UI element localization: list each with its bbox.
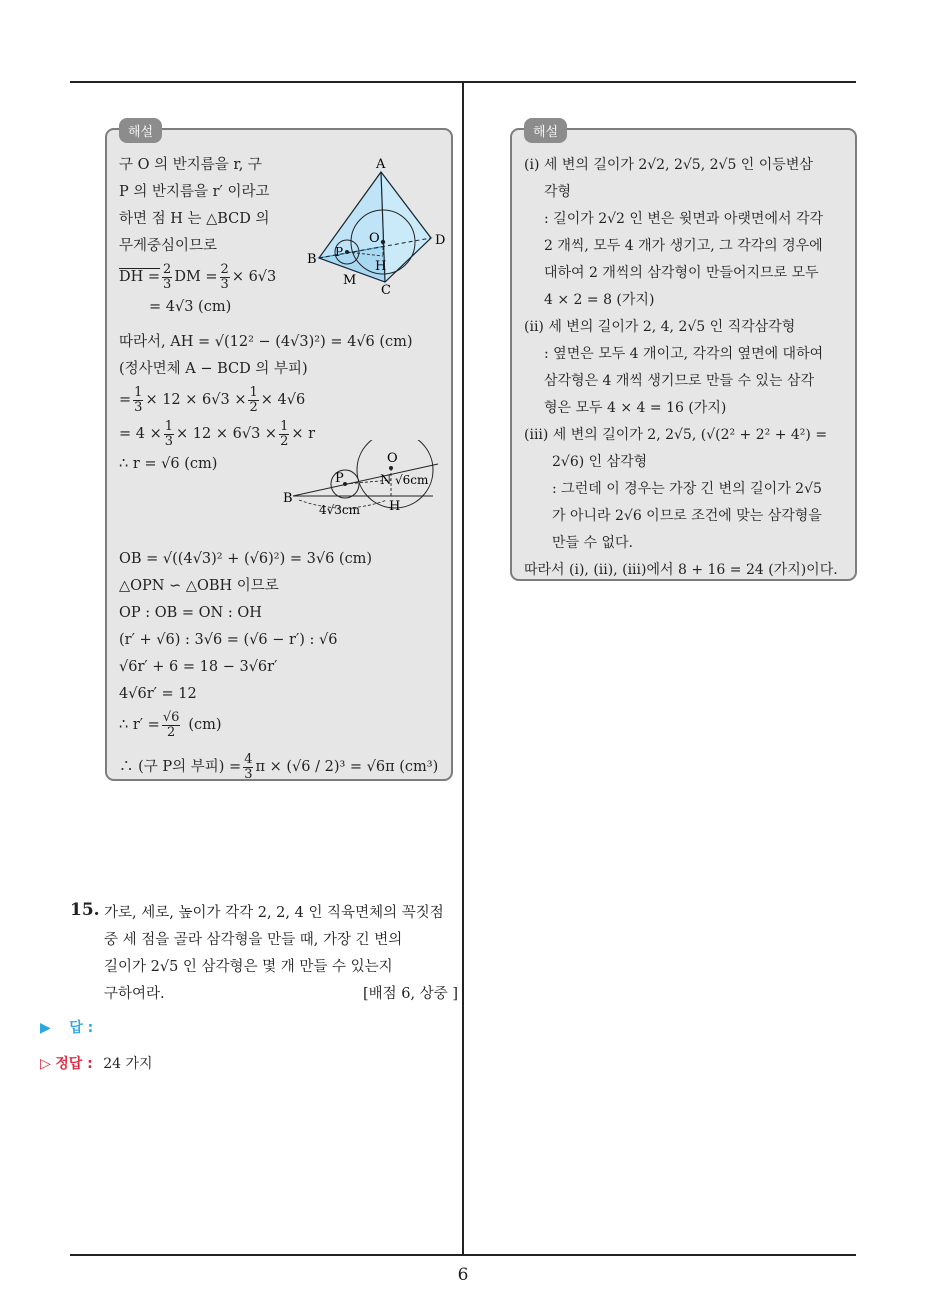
text-line: (r′ + √6) : 3√6 = (√6 − r′) : √6 <box>119 632 338 648</box>
fraction: $\frac{1}{2}$ <box>280 418 289 449</box>
correct-value: 24 가지 <box>103 1056 153 1072</box>
label-P2: P <box>335 471 344 486</box>
text-line: 하면 점 H 는 △BCD 의 <box>119 211 270 227</box>
label-H2: H <box>389 499 401 514</box>
text-line: 삼각형은 4 개씩 생기므로 만들 수 있는 삼각 <box>544 373 814 389</box>
text-line: △OPN ∽ △OBH 이므로 <box>119 578 279 594</box>
solution-tag: 해설 <box>119 118 162 143</box>
fraction: $\frac{1}{3}$ <box>164 418 174 449</box>
label-D: D <box>435 233 446 248</box>
text-line: 가 아니라 2√6 이므로 조건에 맞는 삼각형을 <box>552 508 822 524</box>
solution-tag: 해설 <box>524 118 567 143</box>
text-line: (ii) 세 변의 길이가 2, 4, 2√5 인 직각삼각형 <box>524 319 796 335</box>
page-number: 6 <box>457 1265 469 1285</box>
column-divider <box>462 81 464 1256</box>
label-B: B <box>307 252 317 267</box>
label-B2: B <box>283 491 293 506</box>
label-O2: O <box>387 451 398 466</box>
right-solution-text <box>524 152 845 584</box>
text-line: 대하여 2 개씩의 삼각형이 만들어지므로 모두 <box>544 265 819 281</box>
problem-line: 길이가 2√5 인 삼각형은 몇 개 만들 수 있는지 <box>104 959 393 975</box>
equation-volume-r: = 4 × $\frac{1}{3}$ × 12 × 6√3 × $\frac{1}{2}$ × r <box>119 418 316 449</box>
problem-number: 15. <box>70 900 100 920</box>
play-arrow-icon: ▶ <box>40 1020 51 1036</box>
fraction: $\frac{1}{3}$ <box>134 384 143 415</box>
fraction: $\frac{2}{3}$ <box>220 261 229 292</box>
text-line: 4 × 2 = 8 (가지) <box>544 292 655 308</box>
label-bh-length: 4√3cm <box>319 503 361 516</box>
outline-arrow-icon: ▷ <box>40 1056 51 1072</box>
text-line: 2 개씩, 모두 4 개가 생기고, 그 각각의 경우에 <box>544 238 823 254</box>
label-C: C <box>381 283 391 296</box>
text-line: 무게중심이므로 <box>119 238 218 254</box>
left-solution-text <box>119 152 441 784</box>
fraction: $\frac{√6}{2}$ <box>162 709 180 740</box>
text-line: : 그런데 이 경우는 가장 긴 변의 길이가 2√5 <box>552 481 822 497</box>
text-line: 각형 <box>544 184 572 200</box>
text-line: √6r′ + 6 = 18 − 3√6r′ <box>119 659 278 675</box>
problem-body <box>104 900 458 1008</box>
text-line: 구 O 의 반지름을 r, 구 <box>119 157 262 173</box>
label-P: P <box>335 245 344 259</box>
text-line: = 4√3 (cm) <box>149 299 232 315</box>
text-line: 따라서, AH = √(12² − (4√3)²) = 4√6 (cm) <box>119 334 413 350</box>
answer-row <box>40 1017 93 1037</box>
answer-label: 답 : <box>69 1020 94 1036</box>
text-line: ∴ r = √6 (cm) <box>119 456 218 472</box>
text-line: 따라서 (i), (ii), (iii)에서 8 + 16 = 24 (가지)이다. <box>524 562 838 578</box>
score-label: [배점 6, 상중 ] <box>362 986 458 1002</box>
problem-line: 가로, 세로, 높이가 각각 2, 2, 4 인 직육면체의 꼭짓점 <box>104 905 444 921</box>
label-A: A <box>376 157 386 172</box>
fraction: $\frac{4}{3}$ <box>244 751 253 782</box>
equation-volume: = $\frac{1}{3}$ × 12 × 6√3 × $\frac{1}{2}$ × 4√6 <box>119 384 306 415</box>
text-line: 2√6) 인 삼각형 <box>552 454 648 470</box>
label-N2: N <box>380 473 392 488</box>
text-line: OB = √((4√3)² + (√6)²) = 3√6 (cm) <box>119 551 373 567</box>
text-line: : 옆면은 모두 4 개이고, 각각의 옆면에 대하여 <box>544 346 824 362</box>
fraction: $\frac{1}{2}$ <box>249 384 258 415</box>
correct-label: 정답 : <box>55 1056 93 1072</box>
text-line: 만들 수 없다. <box>552 535 633 551</box>
problem-line: 구하여라. [배점 6, 상중 ] <box>104 981 458 1008</box>
text-line: (i) 세 변의 길이가 2√2, 2√5, 2√5 인 이등변삼 <box>524 157 813 173</box>
text-line: (정사면체 A − BCD 의 부피) <box>119 361 308 377</box>
text-line: 4√6r′ = 12 <box>119 686 197 702</box>
equation-sphere-volume: ∴ (구 P의 부피) = $\frac{4}{3}$ π × (√6 / 2)³ = √6π (cm³) <box>119 751 439 782</box>
bottom-rule <box>70 1254 856 1256</box>
label-M: M <box>343 273 357 288</box>
problem-line: 중 세 점을 골라 삼각형을 만들 때, 가장 긴 변의 <box>104 932 403 948</box>
text-line: (iii) 세 변의 길이가 2, 2√5, (√(2² + 2² + 4²) = <box>524 427 828 443</box>
text-line: P 의 반지름을 r′ 이라고 <box>119 184 270 200</box>
text-line: : 길이가 2√2 인 변은 윗면과 아랫면에서 각각 <box>544 211 823 227</box>
label-H: H <box>375 259 387 274</box>
label-O: O <box>369 231 380 246</box>
text-line: 형은 모두 4 × 4 = 16 (가지) <box>544 400 727 416</box>
label-on-length: √6cm <box>395 473 429 487</box>
equation-r-prime: ∴ r′ = $\frac{√6}{2}$ (cm) <box>119 709 222 740</box>
text-line: OP : OB = ON : OH <box>119 605 262 621</box>
left-solution-box <box>105 125 453 782</box>
right-solution-box <box>510 125 857 581</box>
correct-answer-row <box>40 1053 153 1073</box>
fraction: $\frac{2}{3}$ <box>163 261 172 292</box>
equation-dh: DH = $\frac{2}{3}$ DM = $\frac{2}{3}$ × 6√3 <box>119 261 277 292</box>
